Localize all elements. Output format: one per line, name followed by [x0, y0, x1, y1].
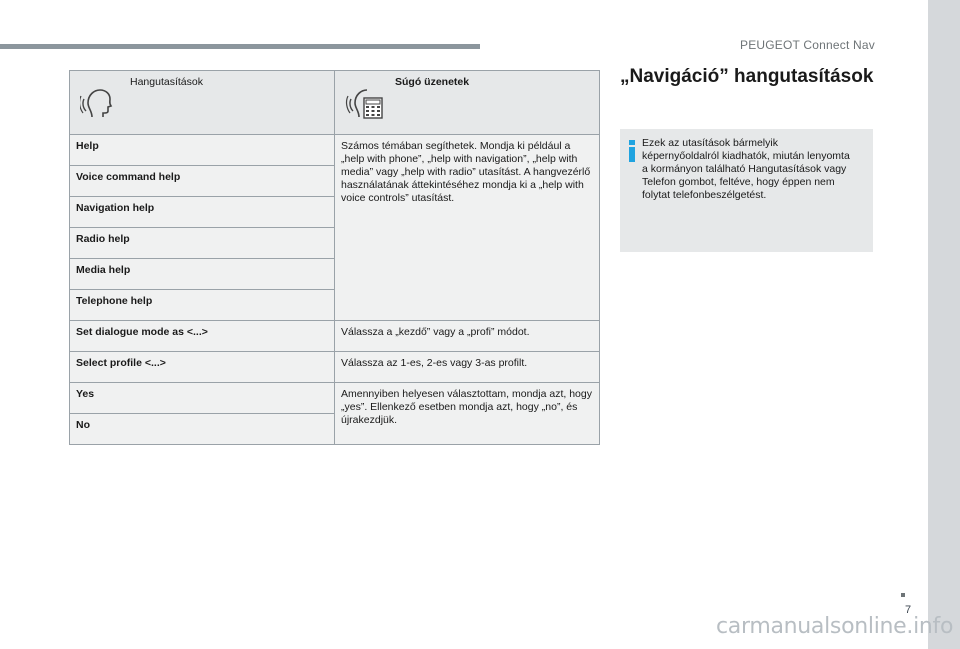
- watermark[interactable]: carmanualsonline.info: [716, 614, 954, 639]
- info-box: [620, 129, 873, 252]
- description-cell: Számos témában segíthetek. Mondja ki például a „help with phone”, „help with navigation”, „help with media” vagy „help with radio” utasítást. A hangvezérlő használatának áttekintéséhez mondja ki a „help with voice controls” utasítást.: [335, 135, 600, 321]
- voice-keypad-icon: [345, 81, 383, 119]
- info-icon: [628, 140, 636, 162]
- table-header-row: [70, 71, 600, 135]
- description-cell: Válassza az 1-es, 2-es vagy 3-as profilt.: [335, 352, 600, 383]
- page-header-title: PEUGEOT Connect Nav: [740, 38, 875, 52]
- description-cell: Válassza a „kezdő” vagy a „profi” módot.: [335, 321, 600, 352]
- description-cell: Amennyiben helyesen választottam, mondja azt, hogy „yes”. Ellenkező esetben mondja azt, hogy „no”, és újrakezdjük.: [335, 383, 600, 445]
- section-heading: „Navigáció” hangutasítások: [620, 66, 874, 87]
- command-cell: Media help: [70, 259, 335, 290]
- command-cell: Telephone help: [70, 290, 335, 321]
- table-row: [70, 352, 600, 383]
- table-row: [70, 321, 600, 352]
- voice-command-icon: [80, 81, 118, 119]
- page-number: 7: [905, 604, 912, 616]
- command-cell: Voice command help: [70, 166, 335, 197]
- header-label-commands: Hangutasítások: [130, 76, 203, 88]
- top-rule: [0, 44, 480, 49]
- command-cell: Help: [70, 135, 335, 166]
- page-marker: [901, 593, 905, 597]
- table-row: [70, 135, 600, 166]
- command-cell: Select profile <...>: [70, 352, 335, 383]
- info-text: Ezek az utasítások bármelyik képernyőoldalról kiadhatók, miután lenyomta a kormányon található Hangutasítások vagy Telefon gombot, feltéve, hogy éppen nem folytat telefonbeszélgetést.: [642, 137, 850, 201]
- command-cell: No: [70, 414, 335, 445]
- command-cell: Radio help: [70, 228, 335, 259]
- header-label-help-messages: Súgó üzenetek: [395, 76, 470, 88]
- command-cell: Yes: [70, 383, 335, 414]
- header-cell-help-messages: [335, 71, 600, 135]
- voice-command-table: [69, 70, 600, 445]
- command-cell: Navigation help: [70, 197, 335, 228]
- table-row: [70, 383, 600, 414]
- header-cell-commands: [70, 71, 335, 135]
- command-cell: Set dialogue mode as <...>: [70, 321, 335, 352]
- right-margin-band: [928, 0, 960, 649]
